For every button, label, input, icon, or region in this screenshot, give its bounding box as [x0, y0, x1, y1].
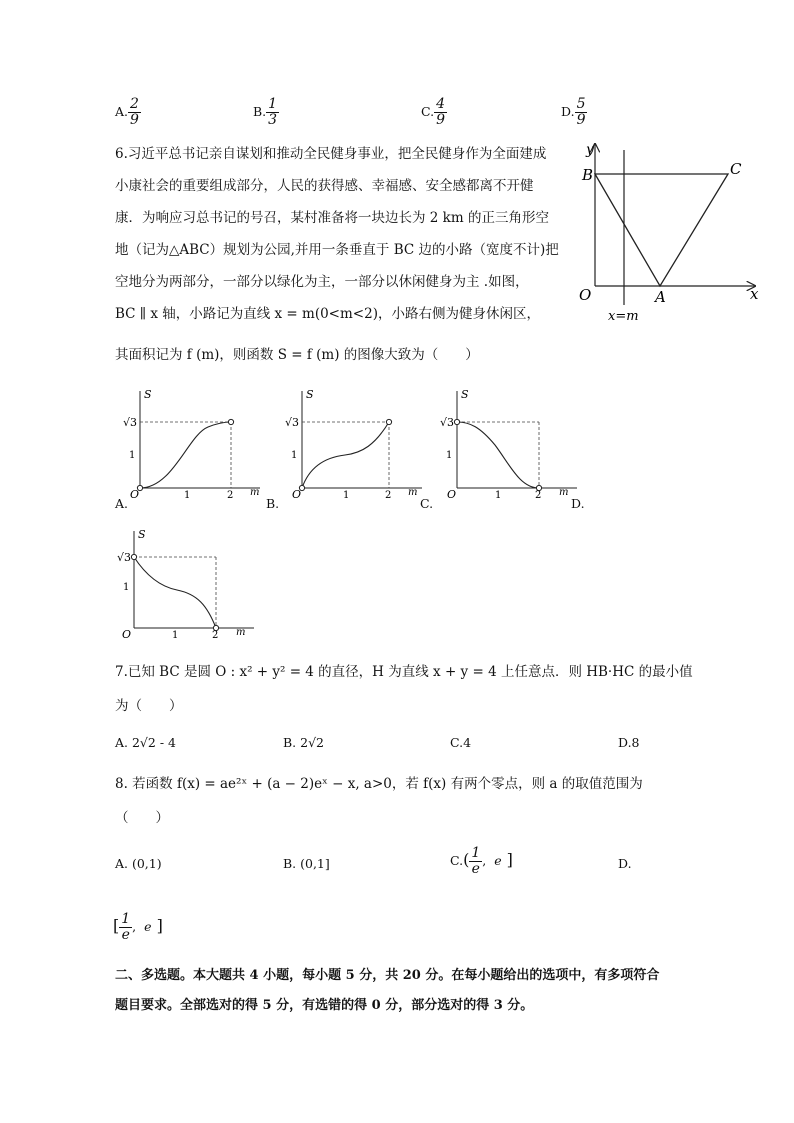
label-o: O: [579, 286, 592, 304]
svg-text:1: 1: [495, 490, 502, 501]
svg-text:S: S: [461, 388, 469, 401]
svg-text:O: O: [130, 488, 140, 501]
section-2-line-1: 二、多选题。本大题共 4 小题，每小题 5 分，共 20 分。在每小题给出的选项中，有多项符合: [115, 968, 660, 983]
graph-option-b: [280, 385, 430, 505]
q8-option-b: B. (0,1]: [283, 856, 330, 871]
q7-option-a: A. 2√2 - 4: [115, 735, 176, 750]
svg-text:1: 1: [446, 450, 453, 461]
svg-text:1: 1: [343, 490, 350, 501]
graph-d-label: D.: [571, 496, 585, 511]
triangle-abc: [595, 174, 728, 286]
graph-b-label: B.: [266, 496, 280, 511]
q7-option-b: B. 2√2: [283, 735, 325, 750]
q6-figure: [570, 140, 766, 325]
svg-text:O: O: [122, 628, 132, 641]
q6-line-1: 6.习近平总书记亲自谋划和推动全民健身事业，把全民健身作为全面建成: [115, 146, 547, 162]
svg-text:2: 2: [212, 630, 219, 641]
svg-text:S: S: [306, 388, 314, 401]
q8-option-d-value: [ $\frac{1}{e}$ , e ]: [113, 911, 163, 943]
svg-text:S: S: [144, 388, 152, 401]
label-b: B: [582, 166, 594, 184]
svg-text:√3: √3: [123, 416, 138, 429]
svg-text:2: 2: [385, 490, 392, 501]
q8-option-a: A. (0,1): [115, 856, 162, 871]
graph-option-c: [435, 385, 585, 505]
q5-option-c: C. $\frac{4}{9}$: [421, 96, 446, 128]
svg-text:1: 1: [172, 630, 179, 641]
q7-option-d: D.8: [618, 735, 640, 750]
svg-text:m: m: [236, 627, 246, 638]
svg-text:m: m: [559, 487, 569, 498]
q6-line-7: 其面积记为 f (m)，则函数 S = f (m) 的图像大致为（ ）: [115, 347, 479, 363]
svg-text:√3: √3: [285, 416, 300, 429]
svg-text:O: O: [292, 488, 302, 501]
q8-line-2: （ ）: [115, 810, 169, 826]
q5-option-d: D. $\frac{5}{9}$: [561, 96, 586, 128]
section-2-line-2: 题目要求。全部选对的得 5 分，有选错的得 0 分，部分选对的得 3 分。: [115, 998, 534, 1013]
label-y: y: [586, 142, 594, 158]
svg-text:√3: √3: [117, 551, 132, 564]
graph-option-d: [112, 525, 262, 645]
svg-text:2: 2: [227, 490, 234, 501]
svg-text:S: S: [138, 528, 146, 541]
svg-text:1: 1: [123, 582, 130, 593]
svg-text:1: 1: [129, 450, 136, 461]
q8-option-c: C.( $\frac{1}{e}$ , e ]: [450, 845, 513, 877]
svg-text:2: 2: [535, 490, 542, 501]
q8-line-1: 8. 若函数 f(x) = ae²ˣ + (a − 2)eˣ − x, a>0，若 f(x) 有两个零点，则 a 的取值范围为: [115, 776, 643, 792]
graph-a-label: A.: [115, 496, 129, 511]
q8-option-d-label: D.: [618, 856, 632, 871]
q6-line-6: BC ∥ x 轴，小路记为直线 x = m(0<m<2)，小路右侧为健身休闲区，: [115, 306, 540, 322]
q6-line-3: 康．为响应习总书记的号召，某村准备将一块边长为 2 km 的正三角形空: [115, 210, 549, 226]
label-x-eq-m: x=m: [608, 309, 639, 324]
svg-text:O: O: [447, 488, 457, 501]
q6-line-4: 地（记为△ABC）规划为公园,并用一条垂直于 BC 边的小路（宽度不计)把: [115, 242, 559, 258]
q6-line-5: 空地分为两部分，一部分以绿化为主，一部分以休闲健身为主 .如图，: [115, 274, 529, 290]
q7-option-c: C.4: [450, 735, 472, 750]
svg-text:√3: √3: [440, 416, 455, 429]
label-a: A: [655, 288, 666, 306]
graph-option-a: [118, 385, 268, 505]
q5-option-a: A. $\frac{2}{9}$: [115, 96, 139, 128]
q6-line-2: 小康社会的重要组成部分，人民的获得感、幸福感、安全感都离不开健: [115, 178, 534, 194]
svg-text:m: m: [408, 487, 418, 498]
q5-option-b: B. $\frac{1}{3}$: [253, 96, 278, 128]
q7-line-2: 为（ ）: [115, 698, 183, 714]
svg-text:1: 1: [184, 490, 191, 501]
label-x: x: [750, 285, 759, 303]
label-c: C: [730, 160, 742, 178]
svg-text:m: m: [250, 487, 260, 498]
q7-line-1: 7.已知 BC 是圆 O : x² + y² = 4 的直径，H 为直线 x + y = 4 上任意点．则 HB·HC 的最小值: [115, 664, 693, 680]
graph-c-label: C.: [420, 496, 434, 511]
svg-text:1: 1: [291, 450, 298, 461]
